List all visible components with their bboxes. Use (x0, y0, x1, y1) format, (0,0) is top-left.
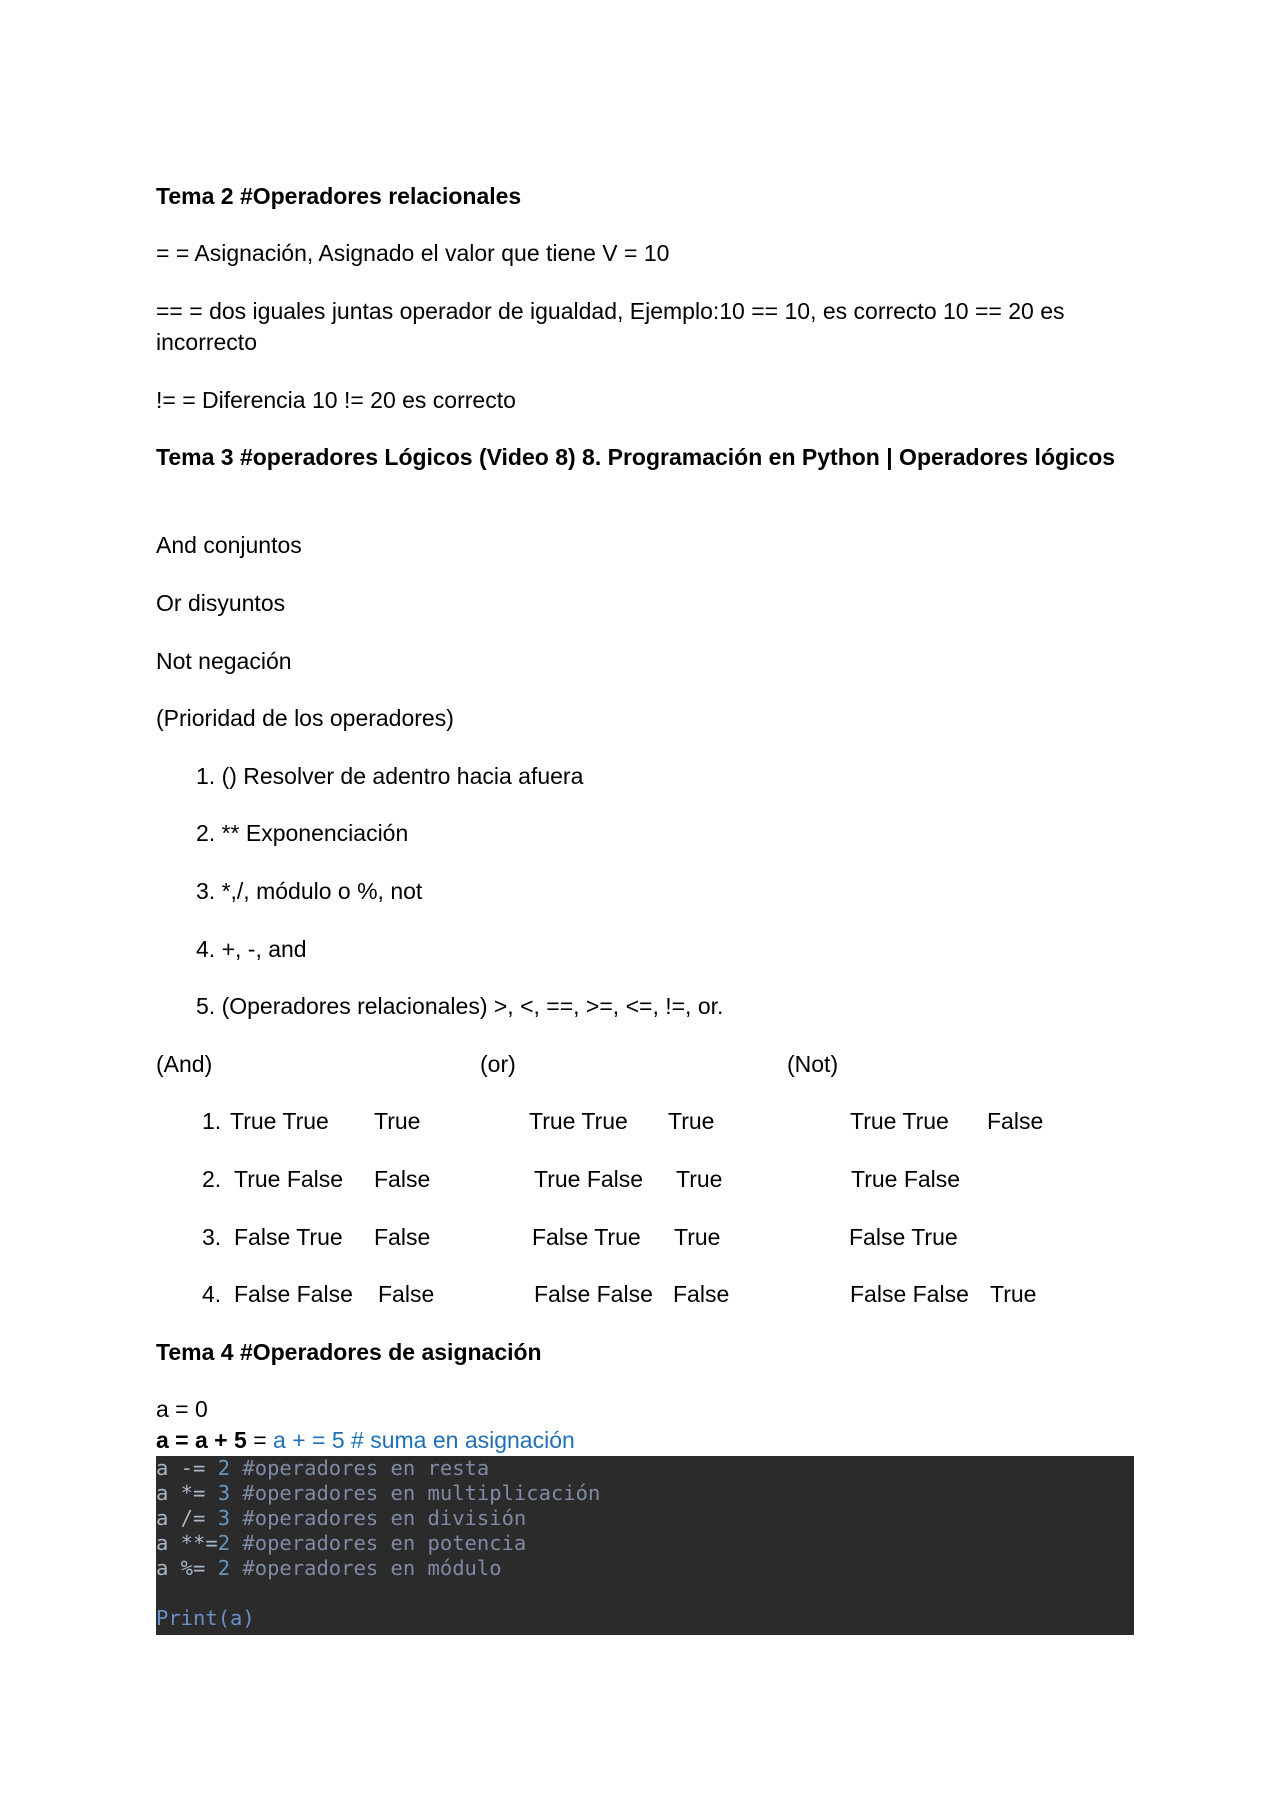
not-input: False False (850, 1281, 969, 1307)
truth-row-number: 4. (202, 1281, 222, 1307)
text-or: Or disyuntos (156, 590, 286, 616)
and-input: True False (234, 1166, 344, 1192)
and-input: True True (230, 1108, 329, 1134)
sum-shorthand: a + = 5 # suma en asignación (273, 1427, 575, 1453)
and-output: True (374, 1108, 421, 1134)
and-input: False False (234, 1281, 353, 1307)
text-and: And conjuntos (156, 532, 302, 558)
sum-equals: = (246, 1427, 274, 1453)
heading-tema-3: Tema 3 #operadores Lógicos (Video 8) 8. Programación en Python | Operadores lógicos (156, 444, 1116, 470)
code-line: a **=2 #operadores en potencia (156, 1531, 527, 1555)
sum-expression: a = a + 5 (156, 1427, 247, 1453)
not-input: False True (849, 1224, 958, 1250)
or-output: True (668, 1108, 715, 1134)
truth-row-number: 1. (202, 1108, 222, 1134)
code-line: a /= 3 #operadores en división (156, 1506, 527, 1530)
code-line: a *= 3 #operadores en multiplicación (156, 1481, 601, 1505)
or-input: True False (534, 1166, 644, 1192)
or-output: True (676, 1166, 723, 1192)
text-a-zero: a = 0 (156, 1396, 208, 1422)
text-suma-asignacion (156, 1425, 575, 1456)
truth-row-number: 3. (202, 1224, 222, 1250)
priority-item: 2. ** Exponenciación (196, 820, 409, 846)
heading-tema-2: Tema 2 #Operadores relacionales (156, 183, 522, 209)
not-input: True True (850, 1108, 949, 1134)
column-or-header: (or) (480, 1051, 516, 1077)
text-diferencia: != = Diferencia 10 != 20 es correcto (156, 387, 516, 413)
priority-item: 1. () Resolver de adentro hacia afuera (196, 763, 584, 789)
column-and-header: (And) (156, 1051, 213, 1077)
or-input: False False (534, 1281, 653, 1307)
not-output: True (990, 1281, 1037, 1307)
or-output: False (673, 1281, 730, 1307)
text-prioridad: (Prioridad de los operadores) (156, 705, 454, 731)
truth-row-number: 2. (202, 1166, 222, 1192)
and-output: False (374, 1224, 431, 1250)
code-print-line: Print(a) (156, 1606, 255, 1630)
or-output: True (674, 1224, 721, 1250)
not-input: True False (851, 1166, 961, 1192)
priority-item: 4. +, -, and (196, 936, 307, 962)
text-asignacion: = = Asignación, Asignado el valor que tiene V = 10 (156, 240, 670, 266)
or-input: False True (532, 1224, 641, 1250)
code-line: a %= 2 #operadores en módulo (156, 1556, 502, 1580)
priority-item: 3. *,/, módulo o %, not (196, 878, 423, 904)
not-output: False (987, 1108, 1044, 1134)
and-output: False (374, 1166, 431, 1192)
and-output: False (378, 1281, 435, 1307)
heading-tema-4: Tema 4 #Operadores de asignación (156, 1339, 542, 1365)
or-input: True True (529, 1108, 628, 1134)
and-input: False True (234, 1224, 343, 1250)
column-not-header: (Not) (787, 1051, 839, 1077)
code-line: a -= 2 #operadores en resta (156, 1456, 490, 1480)
text-igualdad: == = dos iguales juntas operador de igualdad, Ejemplo:10 == 10, es correcto 10 == 20 es incorrecto (156, 298, 1065, 355)
text-not: Not negación (156, 648, 292, 674)
code-block (156, 1456, 1134, 1635)
priority-item: 5. (Operadores relacionales) >, <, ==, >=, <=, !=, or. (196, 993, 724, 1019)
